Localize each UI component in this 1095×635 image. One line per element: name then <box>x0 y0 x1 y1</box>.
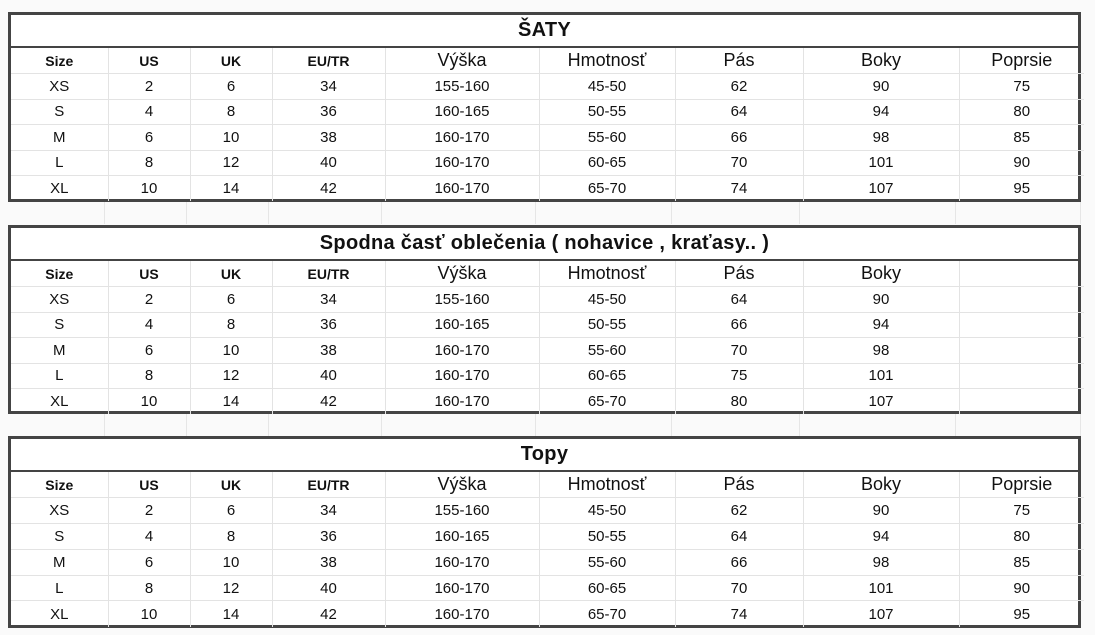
table-cell: M <box>11 338 108 364</box>
column-header: Size <box>11 261 108 287</box>
table-cell: 42 <box>272 601 385 627</box>
table-cell: 55-60 <box>539 338 675 364</box>
column-header: EU/TR <box>272 48 385 74</box>
table-cell: 45-50 <box>539 74 675 100</box>
table-cell: 38 <box>272 549 385 575</box>
column-header <box>959 261 1084 287</box>
spacer-row <box>8 414 1081 436</box>
table-cell: XL <box>11 176 108 202</box>
table-cell: 160-170 <box>385 549 539 575</box>
column-header: Výška <box>385 48 539 74</box>
table-cell: 36 <box>272 99 385 125</box>
table-cell <box>959 389 1084 415</box>
table-cell: 101 <box>803 363 959 389</box>
table-cell: 90 <box>803 74 959 100</box>
table-cell: 6 <box>190 498 272 524</box>
column-header: EU/TR <box>272 472 385 498</box>
table-cell: 94 <box>803 312 959 338</box>
table-cell: M <box>11 549 108 575</box>
table-cell: 90 <box>803 498 959 524</box>
table-row <box>11 176 1084 202</box>
column-header: Výška <box>385 472 539 498</box>
table-cell: 6 <box>108 549 190 575</box>
table-cell: 40 <box>272 363 385 389</box>
table-cell: 4 <box>108 312 190 338</box>
table-cell: L <box>11 150 108 176</box>
table-cell: 14 <box>190 601 272 627</box>
table-cell: XL <box>11 389 108 415</box>
table-cell: 45-50 <box>539 287 675 313</box>
table-cell: 155-160 <box>385 287 539 313</box>
table-cell: S <box>11 524 108 550</box>
table-cell: 50-55 <box>539 312 675 338</box>
table-cell: 160-170 <box>385 389 539 415</box>
table-cell: 95 <box>1013 605 1031 623</box>
header-row <box>11 472 1084 498</box>
table-cell: 60-65 <box>539 150 675 176</box>
table-cell: 4 <box>108 524 190 550</box>
table-cell: 10 <box>108 389 190 415</box>
table-cell: 101 <box>803 150 959 176</box>
table-cell: 90 <box>803 287 959 313</box>
table-cell: 90 <box>959 150 1084 176</box>
table-cell: 2 <box>108 498 190 524</box>
table-cell: 94 <box>803 524 959 550</box>
table-cell: 62 <box>675 74 803 100</box>
table-cell: 66 <box>675 125 803 151</box>
table-cell: 2 <box>108 74 190 100</box>
header-row <box>11 48 1084 74</box>
column-header: UK <box>190 48 272 74</box>
column-header: Size <box>11 48 108 74</box>
table-cell: S <box>11 99 108 125</box>
table-cell: 34 <box>272 74 385 100</box>
table-cell: 90 <box>959 575 1084 601</box>
column-header: Pás <box>675 48 803 74</box>
table-cell: XS <box>11 287 108 313</box>
table-cell <box>959 312 1084 338</box>
table-cell: 6 <box>108 125 190 151</box>
table-cell: XS <box>11 74 108 100</box>
table-row <box>11 125 1084 151</box>
table-cell: 160-165 <box>385 99 539 125</box>
table-cell: 107 <box>803 389 959 415</box>
table-cell <box>959 338 1084 364</box>
column-header: UK <box>190 261 272 287</box>
table-row <box>11 99 1084 125</box>
table-cell: 80 <box>675 389 803 415</box>
table-cell: 160-170 <box>385 601 539 627</box>
table-row <box>11 74 1084 100</box>
table-cell: 6 <box>190 287 272 313</box>
table-cell: 160-170 <box>385 125 539 151</box>
table-cell: 8 <box>190 99 272 125</box>
table-cell: 55-60 <box>539 549 675 575</box>
table-cell: 65-70 <box>539 389 675 415</box>
table-cell: 94 <box>803 99 959 125</box>
table-cell: M <box>11 125 108 151</box>
table-row <box>11 389 1084 415</box>
table-cell: 12 <box>190 575 272 601</box>
table-cell: 45-50 <box>539 498 675 524</box>
table-cell: 6 <box>190 74 272 100</box>
table-cell: 10 <box>108 601 190 627</box>
table-cell <box>959 363 1084 389</box>
table-cell: 70 <box>675 338 803 364</box>
column-header: Výška <box>385 261 539 287</box>
table-cell: 8 <box>190 312 272 338</box>
table-cell <box>959 287 1084 313</box>
table-cell: 64 <box>675 524 803 550</box>
bottoms-table-grid <box>11 261 1084 414</box>
table-cell: 74 <box>675 601 803 627</box>
column-header: Hmotnosť <box>539 472 675 498</box>
table-row <box>11 524 1084 550</box>
table-cell: 10 <box>190 338 272 364</box>
table-cell: 160-165 <box>385 312 539 338</box>
table-cell: 74 <box>675 176 803 202</box>
table-cell: 98 <box>803 338 959 364</box>
table-row <box>11 363 1084 389</box>
table-cell: 12 <box>190 363 272 389</box>
table-cell: XS <box>11 498 108 524</box>
column-header: Boky <box>803 48 959 74</box>
table-cell: 75 <box>959 74 1084 100</box>
tops-table-title: Topy <box>11 439 1078 472</box>
table-cell: 2 <box>108 287 190 313</box>
table-cell: 50-55 <box>539 99 675 125</box>
table-cell: 10 <box>190 549 272 575</box>
table-cell: 85 <box>959 549 1084 575</box>
column-header: Pás <box>675 261 803 287</box>
column-header: Pás <box>675 472 803 498</box>
column-header: UK <box>190 472 272 498</box>
table-cell: 36 <box>272 312 385 338</box>
table-cell: 38 <box>272 338 385 364</box>
table-cell: 40 <box>272 575 385 601</box>
column-header: Poprsie <box>959 472 1084 498</box>
table-row <box>11 549 1084 575</box>
table-cell: 10 <box>190 125 272 151</box>
table-cell: 160-170 <box>385 176 539 202</box>
table-cell: 65-70 <box>539 601 675 627</box>
table-cell: 10 <box>108 176 190 202</box>
table-cell: S <box>11 312 108 338</box>
table-cell: 62 <box>675 498 803 524</box>
column-header: US <box>108 48 190 74</box>
table-cell: 160-170 <box>385 575 539 601</box>
table-cell: 64 <box>675 99 803 125</box>
table-cell: 75 <box>959 498 1084 524</box>
column-header: Poprsie <box>959 48 1084 74</box>
table-cell: 55-60 <box>539 125 675 151</box>
table-cell: 80 <box>959 524 1084 550</box>
column-header: US <box>108 472 190 498</box>
table-cell: 40 <box>272 150 385 176</box>
table-row <box>11 575 1084 601</box>
table-cell: 107 <box>803 176 959 202</box>
table-cell: 14 <box>190 389 272 415</box>
table-cell: 98 <box>803 125 959 151</box>
table-cell: 155-160 <box>385 498 539 524</box>
table-cell: 36 <box>272 524 385 550</box>
column-header: US <box>108 261 190 287</box>
column-header: Size <box>11 472 108 498</box>
tops-table-grid <box>11 472 1084 627</box>
table-row <box>11 312 1084 338</box>
table-cell: 160-170 <box>385 363 539 389</box>
bottoms-size-table <box>8 225 1081 414</box>
table-cell: 65-70 <box>539 176 675 202</box>
table-cell: 4 <box>108 99 190 125</box>
table-cell: 98 <box>803 549 959 575</box>
table-cell: 12 <box>190 150 272 176</box>
table-cell: 38 <box>272 125 385 151</box>
table-cell: 160-170 <box>385 150 539 176</box>
table-cell: 8 <box>108 575 190 601</box>
table-cell: 80 <box>959 99 1084 125</box>
table-cell: L <box>11 363 108 389</box>
table-row <box>11 338 1084 364</box>
table-cell: 8 <box>108 363 190 389</box>
column-header: Boky <box>803 261 959 287</box>
table-cell: 66 <box>675 549 803 575</box>
table-cell: 34 <box>272 287 385 313</box>
dress-size-table <box>8 12 1081 202</box>
table-cell: 101 <box>803 575 959 601</box>
table-cell: 34 <box>272 498 385 524</box>
table-cell: 42 <box>272 389 385 415</box>
table-cell: 8 <box>190 524 272 550</box>
header-row <box>11 261 1084 287</box>
table-cell: 50-55 <box>539 524 675 550</box>
tops-size-table <box>8 436 1081 628</box>
table-row <box>11 601 1084 627</box>
table-cell: 6 <box>108 338 190 364</box>
dress-table-title: ŠATY <box>11 15 1078 48</box>
table-cell: 160-170 <box>385 338 539 364</box>
table-cell: 14 <box>190 176 272 202</box>
table-cell: 107 <box>803 601 959 627</box>
table-cell: 42 <box>272 176 385 202</box>
table-cell: 60-65 <box>539 363 675 389</box>
table-cell: 8 <box>108 150 190 176</box>
table-cell: 75 <box>675 363 803 389</box>
column-header: EU/TR <box>272 261 385 287</box>
column-header: Hmotnosť <box>539 48 675 74</box>
table-cell: L <box>11 575 108 601</box>
table-row <box>11 150 1084 176</box>
column-header: Hmotnosť <box>539 261 675 287</box>
table-cell: 70 <box>675 575 803 601</box>
table-cell: 66 <box>675 312 803 338</box>
column-header: Boky <box>803 472 959 498</box>
table-cell: 155-160 <box>385 74 539 100</box>
table-cell: 60-65 <box>539 575 675 601</box>
table-cell: 64 <box>675 287 803 313</box>
table-cell: 95 <box>1013 180 1031 197</box>
table-row <box>11 498 1084 524</box>
table-row <box>11 287 1084 313</box>
table-cell: 85 <box>959 125 1084 151</box>
bottoms-table-title: Spodna časť oblečenia ( nohavice , kraťasy.. ) <box>11 228 1078 261</box>
table-cell: XL <box>11 601 108 627</box>
dress-table-grid <box>11 48 1084 201</box>
spacer-row <box>8 202 1081 224</box>
table-cell: 160-165 <box>385 524 539 550</box>
table-cell: 70 <box>675 150 803 176</box>
